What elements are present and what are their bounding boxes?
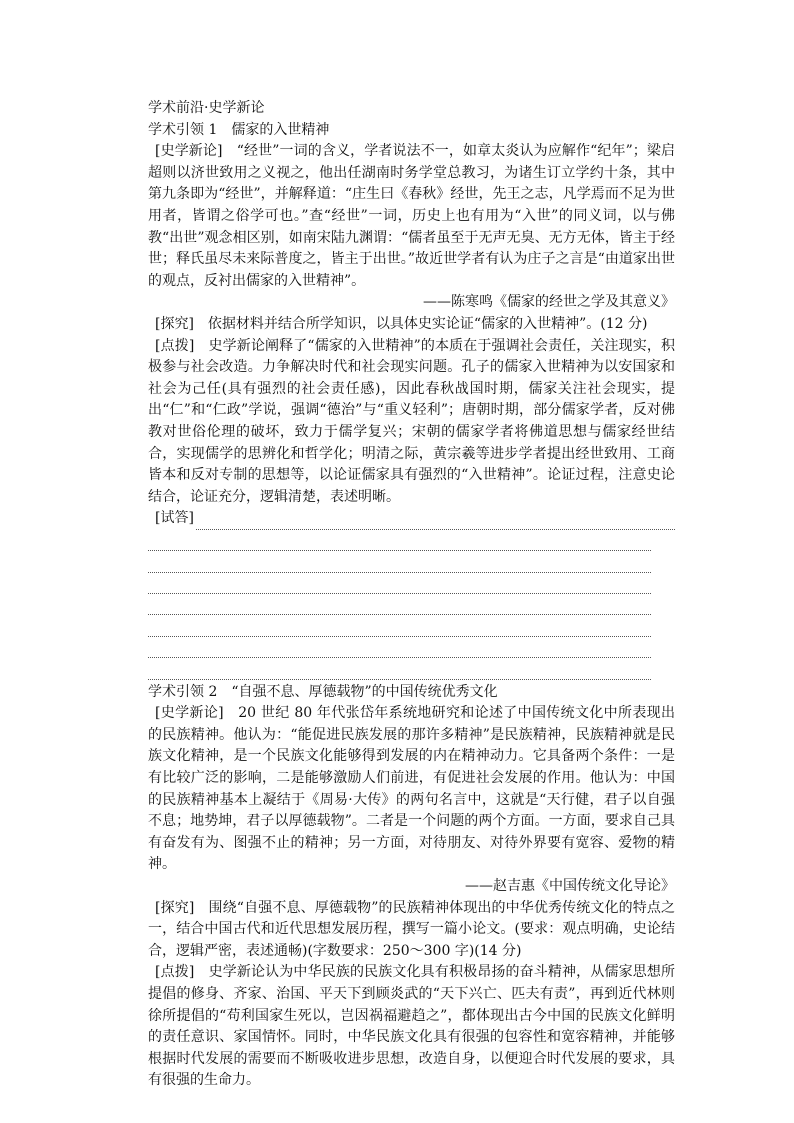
answer-line[interactable] <box>148 530 651 551</box>
answer-label: [试答] <box>155 510 194 527</box>
document-body <box>148 98 675 1092</box>
page-header: 学术前沿·史学新论 <box>148 100 265 116</box>
answer-line[interactable] <box>148 594 651 615</box>
answer-area[interactable] <box>148 508 675 530</box>
answer-line[interactable] <box>148 615 651 636</box>
answer-line[interactable] <box>196 516 675 530</box>
answer-line[interactable] <box>148 658 651 679</box>
section2-source: ——赵吉惠《中国传统文化导论》 <box>465 877 675 894</box>
section1-source: ——陈寒鸣《儒家的经世之学及其意义》 <box>423 294 675 311</box>
section2-material: [史学新论] 20 世纪 80 年代张岱年系统地研究和论述了中国传统文化中所表现出的民族精神。他认为：“能促进民族发展的那许多精神”是民族精神，民族精神就是民族文化精神，是一个民族文化能够得到发展的内在精神动力。它具备两个条件：一是有比较广泛的影响，二是能够激励人们前进，有促进社会发展的作用。他认为：中国的民族精神基本上凝结于《周易·大传》的两句名言中，这就是“天行健，君子以自强不息；地势坤，君子以厚德载物”。二者是一个问题的两个方面。一方面，要求自己具有奋发有为、图强不止的精神；另一方面，对待朋友、对待外界要有宽容、爱物的精神。 <box>148 705 675 873</box>
answer-line[interactable] <box>148 551 651 572</box>
section1-task: [探究] 依据材料并结合所学知识，以具体史实论证“儒家的入世精神”。(12 分) <box>155 315 648 332</box>
answer-lines[interactable] <box>148 530 675 680</box>
answer-line[interactable] <box>148 637 651 658</box>
answer-line[interactable] <box>148 573 651 594</box>
section1-hint: [点拨] 史学新论阐释了“儒家的入世精神”的本质在于强调社会责任，关注现实，积极参与社会改造。力争解决时代和社会现实问题。孔子的儒家入世精神为以安国家和社会为己任(具有强烈的社会责任感)，因此春秋战国时期，儒家关注社会现实，提出“仁”和“仁政”学说，强调“德治”与“重义轻利”；唐朝时期，部分儒家学者，反对佛教对世俗伦理的破坏，致力于儒学复兴；宋朝的儒家学者将佛道思想与儒家经世结合，实现儒学的思辨化和哲学化；明清之际，黄宗羲等进步学者提出经世致用、工商皆本和反对专制的思想等，以论证儒家具有强烈的“入世精神”。论证过程，注意史论结合，论证充分，逻辑清楚，表述明晰。 <box>148 337 675 505</box>
section2-task: [探究] 围绕“自强不息、厚德载物”的民族精神体现出的中华优秀传统文化的特点之一，结合中国古代和近代思想发展历程，撰写一篇小论文。(要求：观点明确，史论结合，逻辑严密，表述通畅)(字数要求：250～300 字)(14 分) <box>148 899 675 959</box>
section1-title: 学术引领 1 儒家的入世精神 <box>148 121 330 138</box>
section1-material: [史学新论] “经世”一词的含义，学者说法不一，如章太炎认为应解作“纪年”；梁启超则以济世致用之义视之，他出任湖南时务学堂总教习，为诸生订立学约十条，其中第九条即为“经世”，并解释道：“庄生曰《春秋》经世，先王之志，凡学焉而不足为世用者，皆谓之俗学可也。”查“经世”一词，历史上也有用为“入世”的同义词，以与佛教“出世”观念相区别，如南宋陆九渊谓：“儒者虽至于无声无臭、无方无体，皆主于经世；释氏虽尽未来际普度之，皆主于出世。”故近世学者有认为庄子之言是“由道家出世的观点，反衬出儒家的入世精神”。 <box>148 143 675 289</box>
section2-hint: [点拨] 史学新论认为中华民族的民族文化具有积极昂扬的奋斗精神，从儒家思想所提倡的修身、齐家、治国、平天下到顾炎武的“天下兴亡、匹夫有责”，再到近代林则徐所提倡的“苟利国家生死以，岂因祸福避趋之”，都体现出古今中国的民族文化鲜明的责任意识、家国情怀。同时，中华民族文化具有很强的包容性和宽容精神，并能够根据时代发展的需要而不断吸收进步思想，改造自身，以便迎合时代发展的要求，具有很强的生命力。 <box>148 964 675 1089</box>
section2-title: 学术引领 2 “自强不息、厚德载物”的中国传统优秀文化 <box>148 683 498 700</box>
